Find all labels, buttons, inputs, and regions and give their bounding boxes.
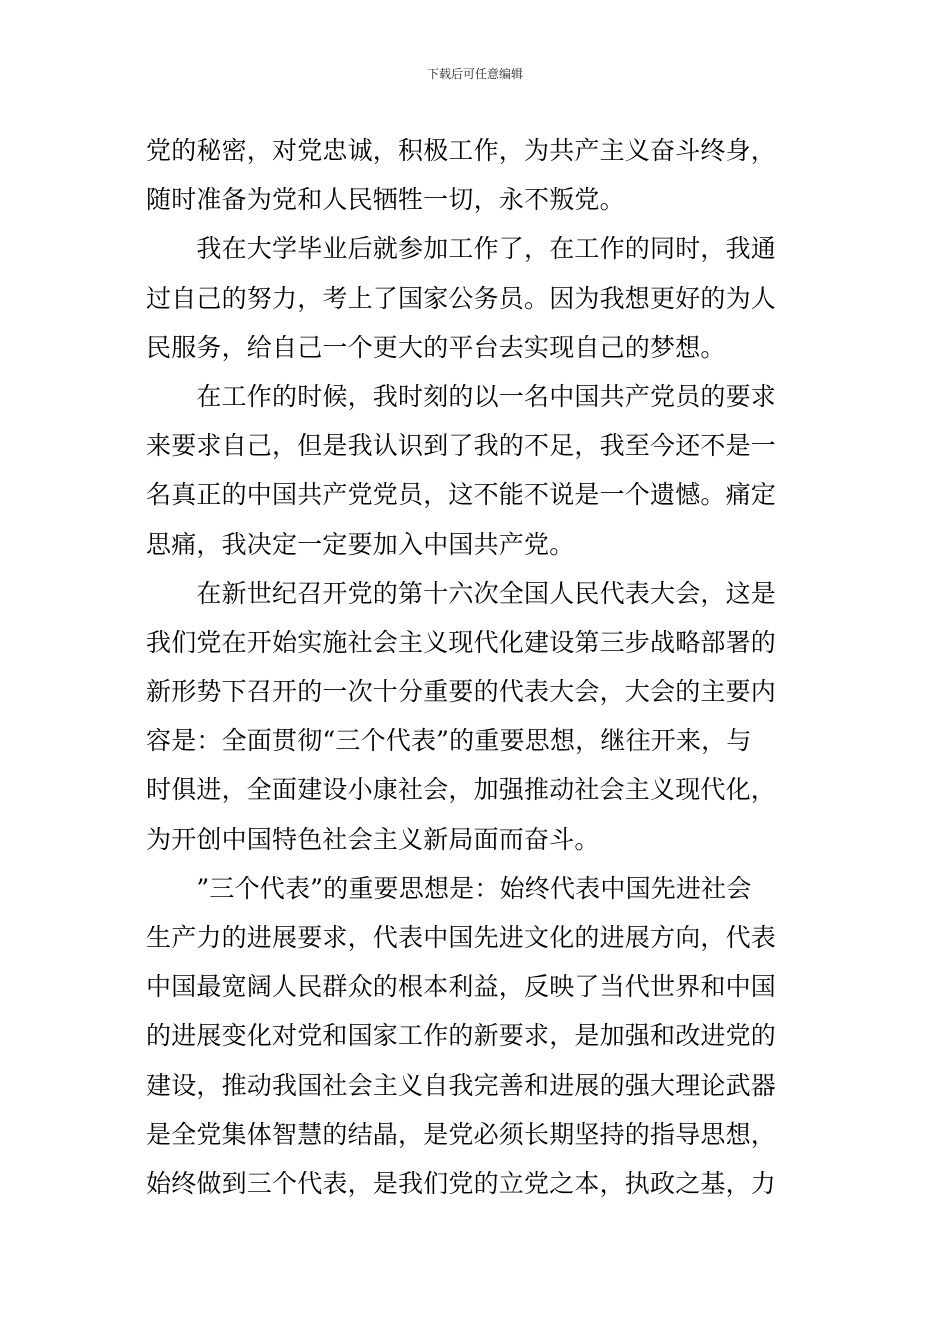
text-line: 我在大学毕业后就参加工作了，在工作的同时，我通 [146, 234, 777, 264]
text-line: 来要求自己，但是我认识到了我的不足，我至今还不是一 [146, 431, 777, 461]
text-line: 容是：全面贯彻“三个代表”的重要思想，继往开来，与 [146, 726, 752, 756]
text-line: 的进展变化对党和国家工作的新要求，是加强和改进党的 [146, 1021, 777, 1051]
text-line: ”三个代表”的重要思想是：始终代表中国先进社会 [146, 873, 752, 903]
text-line: 民服务，给自己一个更大的平台去实现自己的梦想。 [146, 332, 726, 362]
page-header: 下载后可任意编辑 [426, 67, 523, 81]
text-line: 我们党在开始实施社会主义现代化建设第三步战略部署的 [146, 627, 777, 657]
body-text [146, 126, 806, 1208]
text-line: 在新世纪召开党的第十六次全国人民代表大会，这是 [146, 578, 777, 608]
text-line: 是全党集体智慧的结晶，是党必须长期坚持的指导思想， [146, 1119, 777, 1149]
text-line: 思痛，我决定一定要加入中国共产党。 [146, 529, 575, 559]
text-line: 名真正的中国共产党党员，这不能不说是一个遗憾。痛定 [146, 480, 777, 510]
text-line: 党的秘密，对党忠诚，积极工作，为共产主义奋斗终身， [146, 136, 777, 165]
text-line: 中国最宽阔人民群众的根本利益，反映了当代世界和中国 [146, 972, 777, 1002]
text-line: 在工作的时候，我时刻的以一名中国共产党员的要求 [146, 381, 777, 411]
text-line: 过自己的努力，考上了国家公务员。因为我想更好的为人 [146, 283, 777, 313]
text-line: 为开创中国特色社会主义新局面而奋斗。 [146, 824, 600, 854]
text-line: 建设，推动我国社会主义自我完善和进展的强大理论武器 [146, 1070, 777, 1100]
text-line: 生产力的进展要求，代表中国先进文化的进展方向，代表 [146, 923, 777, 952]
text-line: 始终做到三个代表，是我们党的立党之本，执政之基，力 [146, 1168, 777, 1198]
text-line: 新形势下召开的一次十分重要的代表大会，大会的主要内 [146, 677, 777, 707]
text-line: 随时准备为党和人民牺牲一切，永不叛党。 [146, 185, 625, 215]
text-line: 时俱进，全面建设小康社会，加强推动社会主义现代化， [146, 775, 777, 805]
